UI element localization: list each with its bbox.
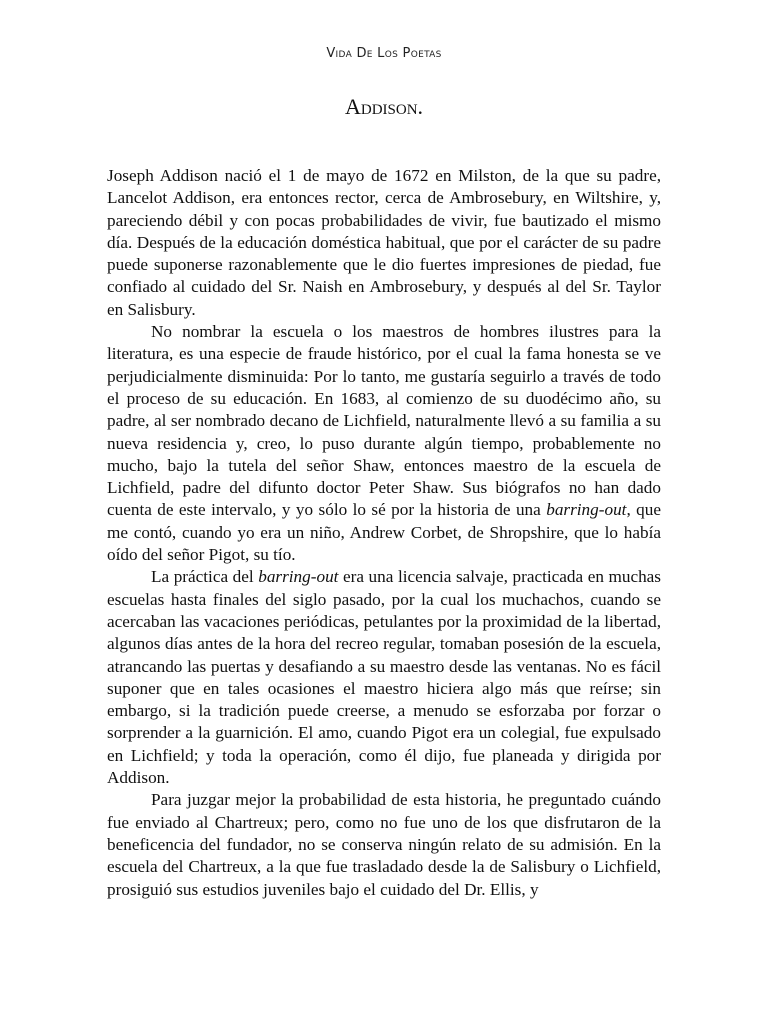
paragraph	[107, 321, 661, 566]
body-text	[107, 165, 661, 901]
paragraph-text: No nombrar la escuela o los maestros de hombres ilustres para la literatura, es una especie de fraude histórico, por el cual la fama honesta se ve perjudicialmente disminuida: Por lo tanto, me gustaría seguirlo a través de todo el proceso de su educación. En 1683, al comienzo de su duodécimo año, su padre, al ser nombrado decano de Lichfield, naturalmente llevó a su familia a su nueva residencia y, creo, lo puso durante algún tiempo, probablemente no mucho, bajo la tutela del señor Shaw, entonces maestro de la escuela de Lichfield, padre del difunto doctor Peter Shaw. Sus biógrafos no han dado cuenta de este intervalo, y yo sólo lo sé por la historia de una	[107, 322, 661, 520]
italic-term: barring-out	[258, 567, 339, 587]
paragraph-text: Joseph Addison nació el 1 de mayo de 1672 en Milston, de la que su padre, Lancelot Addison, era entonces rector, cerca de Ambrosebury, en Wiltshire, y, pareciendo débil y con pocas probabilidades de vivir, fue bautizado el mismo día. Después de la educación doméstica habitual, que por el carácter de su padre puede suponerse razonablemente que le dio fuertes impresiones de piedad, fue confiado al cuidado del Sr. Naish en Ambrosebury, y después al del Sr. Taylor en Salisbury.	[107, 166, 661, 319]
paragraph-text: , que me contó, cuando yo era un niño, Andrew Corbet, de Shropshire, que lo había oído del señor Pigot, su tío.	[107, 500, 661, 565]
paragraph-text: Para juzgar mejor la probabilidad de esta historia, he preguntado cuándo fue enviado al Chartreux; pero, como no fue uno de los que disfrutaron de la beneficencia del fundador, no se conserva ningún relato de su admisión. En la escuela del Chartreux, a la que fue trasladado desde la de Salisbury o Lichfield, prosiguió sus estudios juveniles bajo el cuidado del Dr. Ellis, y	[107, 790, 661, 899]
paragraph	[107, 566, 661, 789]
chapter-title: Addison.	[344, 94, 424, 119]
paragraph-text: era una licencia salvaje, practicada en muchas escuelas hasta finales del siglo pasado, por la cual los muchachos, cuando se acercaban las vacaciones periódicas, petulantes por la proximidad de la libertad, algunos días antes de la hora del recreo regular, tomaban posesión de la escuela, atrancando las puertas y desafiando a su maestro desde las ventanas. No es fácil suponer que en tales ocasiones el maestro hiciera algo más que reírse; sin embargo, si la tradición puede creerse, a menudo se esforzaba por forzar o sorprender a la guarnición. El amo, cuando Pigot era un colegial, fue expulsado en Lichfield; y toda la operación, como él dijo, fue planeada y dirigida por Addison.	[107, 567, 661, 788]
paragraph-text: La práctica del	[151, 567, 259, 587]
italic-term: barring-out	[546, 500, 627, 520]
running-head: Vida De Los Poetas	[326, 46, 442, 61]
paragraph	[107, 789, 661, 900]
paragraph	[107, 165, 661, 321]
